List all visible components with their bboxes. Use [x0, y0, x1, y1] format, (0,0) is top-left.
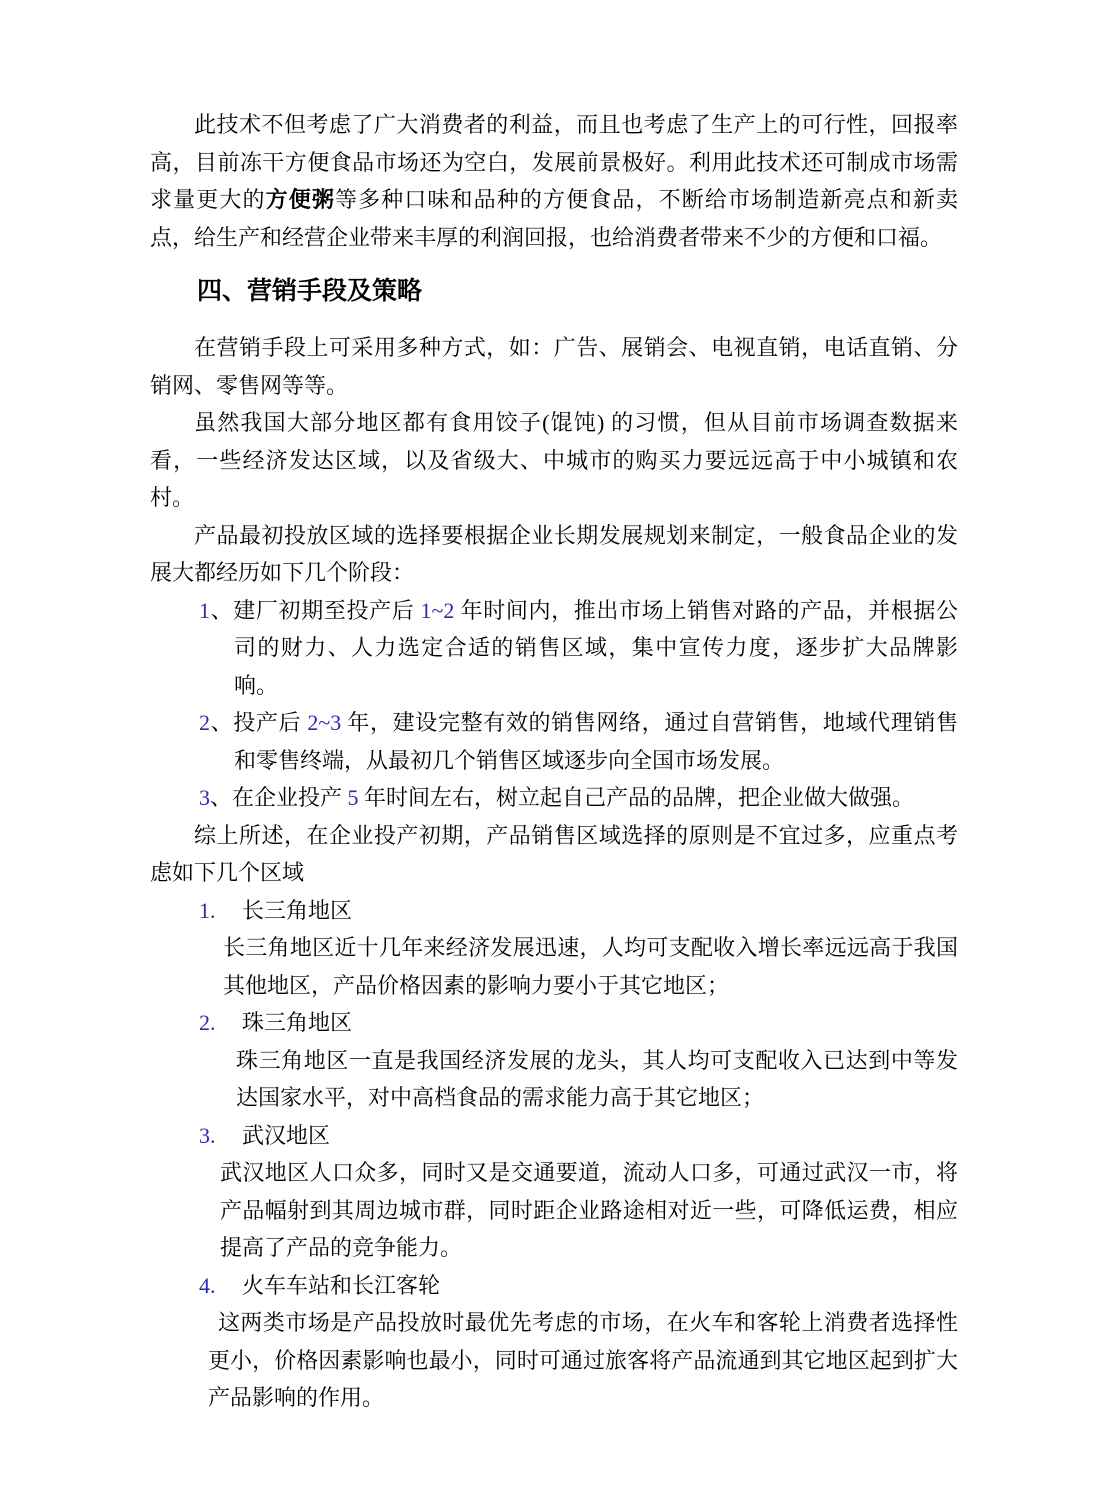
region-title: 武汉地区 — [242, 1122, 331, 1148]
region-description: 长三角地区近十几年来经济发展迅速，人均可支配收入增长率远远高于我国其他地区，产品价格因素的影响力要小于其它地区； — [223, 935, 958, 998]
region-item-changjiang — [150, 892, 958, 1005]
region-item-wuhan — [150, 1117, 958, 1267]
region-item-zhujiang — [150, 1004, 958, 1117]
region-heading — [150, 892, 958, 930]
digit-run: 3. — [199, 1122, 216, 1148]
intro-bold-term: 方便粥 — [265, 187, 335, 212]
intro-text-post: 等多种口味和品种的方便食品，不断给市场制造新亮点和新卖点，给生产和经营企业带来丰厚的利润回报，也给消费者带来不少的方便和口福。 — [150, 187, 958, 250]
digit-run: 1 — [199, 597, 210, 623]
stage-item-2 — [150, 704, 958, 779]
region-heading — [150, 1117, 958, 1155]
region-item-train-ship — [150, 1267, 958, 1417]
region-title: 火车车站和长江客轮 — [242, 1272, 441, 1298]
region-number — [199, 1117, 242, 1155]
paragraph-stages-intro: 产品最初投放区域的选择要根据企业长期发展规划来制定，一般食品企业的发展大都经历如下几个阶段： — [150, 522, 958, 585]
stage-number: 1、 — [199, 597, 234, 623]
digit-run: 2 — [199, 710, 210, 735]
digit-run: 1~2 — [420, 597, 455, 623]
summary-paragraph: 综上所述，在企业投产初期，产品销售区域选择的原则是不宜过多，应重点考虑如下几个区域 — [150, 822, 958, 885]
region-number — [199, 1267, 242, 1305]
digit-run: 1. — [199, 897, 216, 923]
region-description: 珠三角地区一直是我国经济发展的龙头，其人均可支配收入已达到中等发达国家水平，对中高档食品的需求能力高于其它地区； — [236, 1047, 958, 1110]
region-heading — [150, 1004, 958, 1042]
digit-run: 5 — [347, 785, 359, 810]
intro-paragraph — [150, 106, 958, 256]
region-number — [199, 892, 242, 930]
stage-item-1 — [150, 592, 958, 705]
stage-number: 3、 — [199, 785, 233, 810]
region-description: 武汉地区人口众多，同时又是交通要道，流动人口多，可通过武汉一市，将产品幅射到其周边城市群，同时距企业路途相对近一些，可降低运费，相应提高了产品的竞争能力。 — [220, 1160, 958, 1260]
digit-run: 2. — [199, 1010, 216, 1035]
stage-text: 在企业投产 5 年时间左右，树立起自己产品的品牌，把企业做大做强。 — [232, 785, 915, 810]
paragraph-marketing-methods: 在营销手段上可采用多种方式，如：广告、展销会、电视直销，电话直销、分销网、零售网等等。 — [150, 335, 958, 398]
region-title: 珠三角地区 — [242, 1010, 353, 1035]
section-heading: 四、营销手段及策略 — [197, 277, 423, 305]
digit-run: 3 — [199, 785, 210, 810]
document-body — [150, 106, 958, 1417]
digit-run: 2~3 — [307, 710, 342, 735]
stage-number: 2、 — [199, 710, 234, 735]
stage-list — [150, 592, 958, 817]
region-list — [150, 892, 958, 1417]
intro-text-pre: 此技术不但考虑了广大消费者的利益，而且也考虑了生产上的可行性，回报率高，目前冻干方便食品市场还为空白，发展前景极好。利用此技术还可制成市场需求量更大的 — [150, 112, 958, 212]
region-description: 这两类市场是产品投放时最优先考虑的市场，在火车和客轮上消费者选择性更小，价格因素影响也最小，同时可通过旅客将产品流通到其它地区起到扩大产品影响的作用。 — [208, 1310, 958, 1410]
region-title: 长三角地区 — [242, 897, 353, 923]
stage-item-3 — [150, 779, 958, 817]
paragraph-market-analysis: 虽然我国大部分地区都有食用饺子(馄饨) 的习惯，但从目前市场调查数据来看，一些经济发达区域，以及省级大、中城市的购买力要远远高于中小城镇和农村。 — [150, 410, 958, 510]
stage-text: 建厂初期至投产后 1~2 年时间内，推出市场上销售对路的产品，并根据公司的财力、人力选定合适的销售区域，集中宣传力度，逐步扩大品牌影响。 — [233, 597, 958, 698]
region-number — [199, 1004, 242, 1042]
digit-run: 4. — [199, 1272, 216, 1298]
stage-text: 投产后 2~3 年，建设完整有效的销售网络，通过自营销售，地域代理销售和零售终端，从最初几个销售区域逐步向全国市场发展。 — [233, 710, 958, 773]
region-heading — [150, 1267, 958, 1305]
